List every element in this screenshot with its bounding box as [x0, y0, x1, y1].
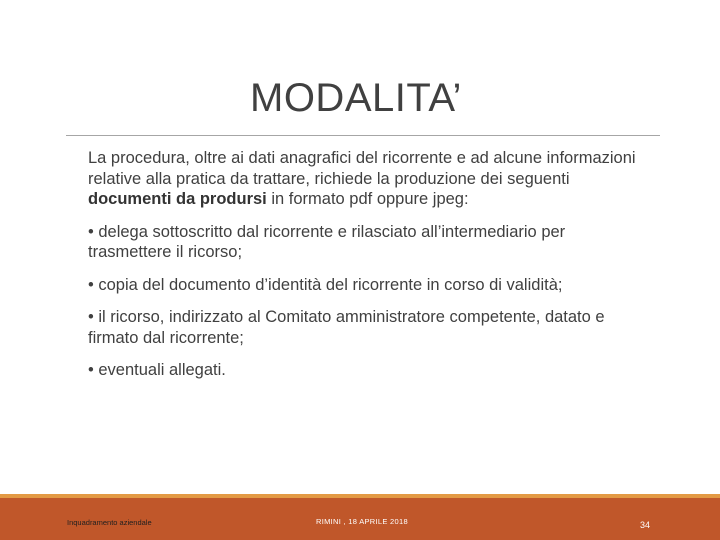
footer-bar — [0, 498, 720, 540]
intro-paragraph — [88, 148, 648, 210]
slide-body — [88, 148, 648, 393]
page-number: 34 — [640, 520, 651, 530]
footer-date-text: RIMINI , 18 APRILE 2018 — [316, 517, 408, 526]
bullet-item-documento: • copia del documento d’identità del ricorrente in corso di validità; — [88, 275, 563, 294]
footer-left-text: Inquadramento aziendale — [67, 518, 152, 527]
slide-title: MODALITA’ — [250, 76, 462, 120]
title-divider — [66, 135, 660, 136]
intro-text-end: in formato pdf oppure jpeg: — [266, 190, 469, 208]
intro-text-bold: documenti da prodursi — [88, 190, 267, 208]
intro-text-start: La procedura, oltre ai dati anagrafici del ricorrente e ad alcune informazioni relative alla pratica da trattare, richiede la produzione dei seguenti — [88, 149, 636, 188]
bullet-item-ricorso: • il ricorso, indirizzato al Comitato amministratore competente, datato e firmato dal ricorrente; — [88, 308, 605, 347]
bullet-item-allegati: • eventuali allegati. — [88, 361, 226, 379]
bullet-item-delega: • delega sottoscritto dal ricorrente e rilasciato all’intermediario per trasmettere il ricorso; — [88, 222, 566, 261]
